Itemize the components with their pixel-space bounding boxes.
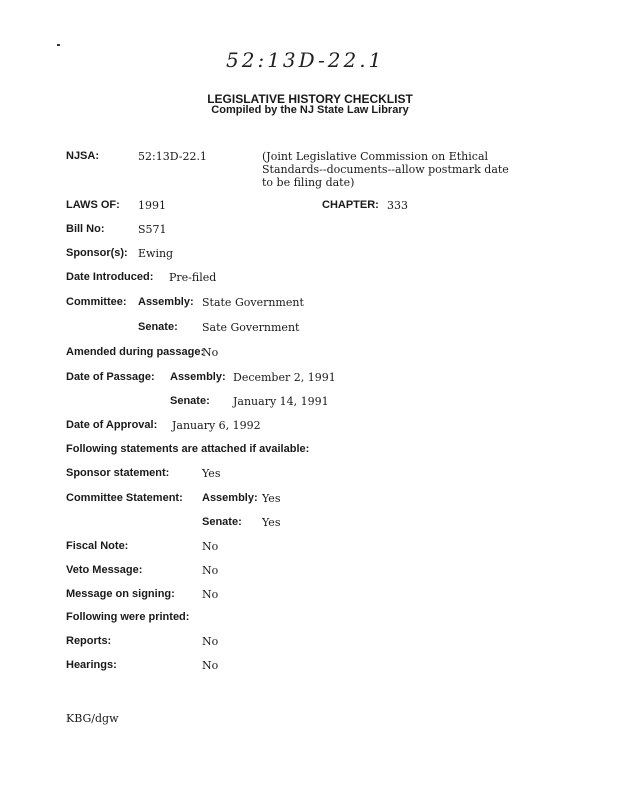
fiscal-note-value: No: [202, 540, 219, 553]
bill-no-value: S571: [138, 223, 167, 236]
committee-statement-senate-value: Yes: [262, 516, 281, 529]
committee-senate-label: Senate:: [138, 321, 178, 333]
passage-senate-label: Senate:: [170, 395, 210, 407]
chapter-label: CHAPTER:: [322, 199, 379, 211]
message-on-signing-label: Message on signing:: [66, 588, 175, 600]
printed-heading: Following were printed:: [66, 611, 190, 623]
document-title: LEGISLATIVE HISTORY CHECKLIST: [207, 92, 413, 106]
fiscal-note-label: Fiscal Note:: [66, 540, 129, 552]
date-of-approval-label: Date of Approval:: [66, 419, 158, 431]
amended-value: No: [202, 346, 219, 359]
handwritten-citation: 52:13D-22.1: [226, 48, 385, 72]
typist-initials: KBG/dgw: [66, 712, 119, 725]
passage-assembly-label: Assembly:: [170, 371, 226, 383]
sponsor-statement-label: Sponsor statement:: [66, 467, 170, 479]
committee-assembly-label: Assembly:: [138, 296, 194, 308]
hearings-label: Hearings:: [66, 659, 117, 671]
njsa-description: (Joint Legislative Commission on Ethical Standards--documents--allow postmark date to be filing date): [262, 150, 509, 189]
amended-label: Amended during passage:: [66, 346, 205, 358]
committee-statement-senate-label: Senate:: [202, 516, 242, 528]
bill-no-label: Bill No:: [66, 223, 105, 235]
sponsors-label: Sponsor(s):: [66, 247, 128, 259]
statements-heading: Following statements are attached if available:: [66, 443, 310, 455]
date-of-passage-label: Date of Passage:: [66, 371, 155, 383]
date-introduced-label: Date Introduced:: [66, 271, 154, 283]
hearings-value: No: [202, 659, 219, 672]
message-on-signing-value: No: [202, 588, 219, 601]
njsa-value: 52:13D-22.1: [138, 150, 207, 163]
sponsor-statement-value: Yes: [202, 467, 221, 480]
passage-senate-value: January 14, 1991: [233, 395, 329, 408]
committee-statement-assembly-label: Assembly:: [202, 492, 258, 504]
veto-message-value: No: [202, 564, 219, 577]
laws-of-label: LAWS OF:: [66, 199, 120, 211]
committee-label: Committee:: [66, 296, 127, 308]
laws-of-value: 1991: [138, 199, 166, 212]
document-subtitle: Compiled by the NJ State Law Library: [211, 104, 409, 116]
chapter-value: 333: [387, 199, 408, 212]
sponsors-value: Ewing: [138, 247, 174, 260]
njsa-label: NJSA:: [66, 150, 100, 162]
date-of-approval-value: January 6, 1992: [172, 419, 261, 432]
reports-label: Reports:: [66, 635, 112, 647]
committee-assembly-value: State Government: [202, 296, 304, 309]
scan-speck: [57, 44, 60, 46]
date-introduced-value: Pre-filed: [169, 271, 217, 284]
passage-assembly-value: December 2, 1991: [233, 371, 336, 384]
veto-message-label: Veto Message:: [66, 564, 143, 576]
committee-statement-assembly-value: Yes: [262, 492, 281, 505]
committee-statement-label: Committee Statement:: [66, 492, 183, 504]
committee-senate-value: Sate Government: [202, 321, 300, 334]
reports-value: No: [202, 635, 219, 648]
